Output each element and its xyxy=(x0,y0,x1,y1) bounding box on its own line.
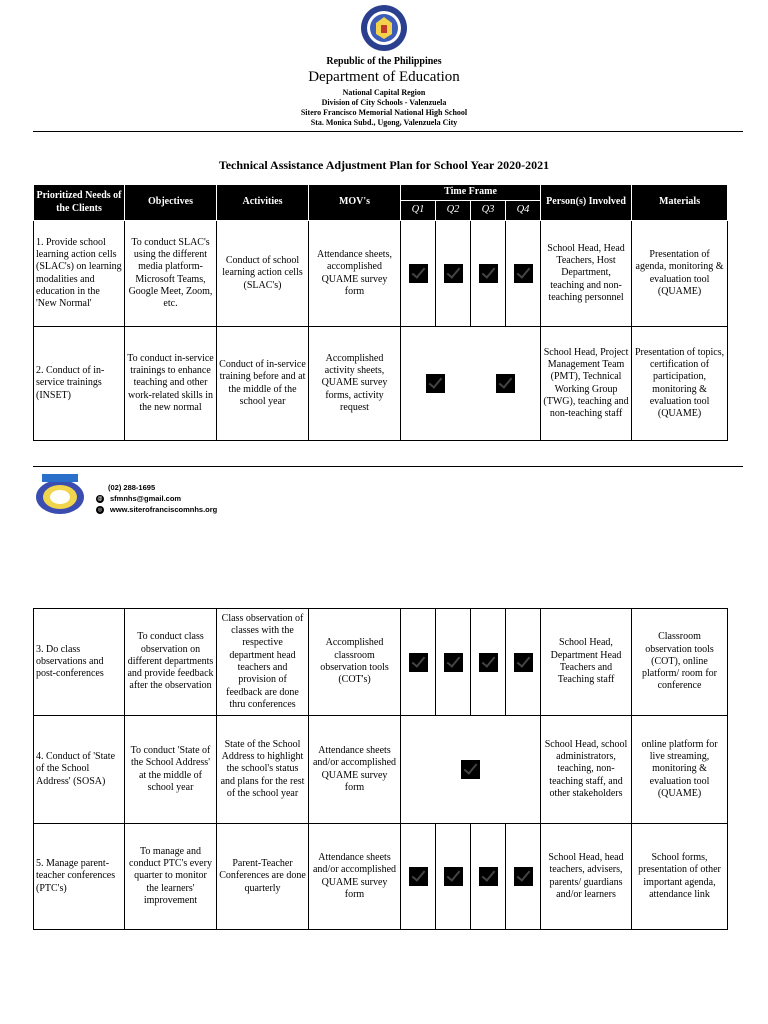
checkmark-icon xyxy=(514,867,533,886)
need-cell: 2. Conduct of in-service trainings (INSET) xyxy=(34,327,125,441)
footer-email: sfmnhs@gmail.com xyxy=(110,494,182,503)
q2-cell xyxy=(436,824,471,930)
school-line: Sitero Francisco Memorial National High School xyxy=(300,108,468,117)
header-objectives: Objectives xyxy=(125,185,217,221)
checkmark-icon xyxy=(444,264,463,283)
q4-cell xyxy=(506,221,541,327)
header-persons: Person(s) Involved xyxy=(541,185,632,221)
checkmark-icon xyxy=(514,264,533,283)
activity-cell: Parent-Teacher Conferences are done quarterly xyxy=(217,824,309,930)
activity-cell: State of the School Address to highlight the school's status and plans for the rest of the school year xyxy=(217,716,309,824)
q1-cell xyxy=(401,221,436,327)
region-line: National Capital Region xyxy=(342,88,426,97)
q2-cell xyxy=(436,221,471,327)
materials-cell: School forms, presentation of other important agenda, attendance link xyxy=(632,824,728,930)
materials-cell: online platform for live streaming, monitoring & evaluation tool (QUAME) xyxy=(632,716,728,824)
q3-q4-cell xyxy=(471,327,541,441)
mov-cell: Attendance sheets and/or accomplished QUAME survey form xyxy=(309,824,401,930)
mov-cell: Accomplished classroom observation tools (COT's) xyxy=(309,609,401,716)
q3-cell xyxy=(471,824,506,930)
q3-cell xyxy=(471,221,506,327)
persons-cell: School Head, Department Head Teachers and Teaching staff xyxy=(541,609,632,716)
table-row xyxy=(34,327,728,441)
header-materials: Materials xyxy=(632,185,728,221)
checkmark-icon xyxy=(514,653,533,672)
q1-q2-cell xyxy=(401,327,471,441)
header-activities: Activities xyxy=(217,185,309,221)
globe-icon: ◎ xyxy=(97,507,103,514)
department-name: Department of Education xyxy=(308,69,460,85)
plan-table-part-1 xyxy=(33,184,728,441)
header-divider xyxy=(33,131,743,132)
persons-cell: School Head, school administrators, teaching, non-teaching staff, and other stakeholders xyxy=(541,716,632,824)
table-row xyxy=(34,221,728,327)
document-title: Technical Assistance Adjustment Plan for School Year 2020-2021 xyxy=(218,158,550,172)
persons-cell: School Head, Project Management Team (PMT), Technical Working Group (TWG), teaching and non-teaching staff xyxy=(541,327,632,441)
objective-cell: To conduct 'State of the School Address' at the middle of school year xyxy=(125,716,217,824)
materials-cell: Presentation of agenda, monitoring & evaluation tool (QUAME) xyxy=(632,221,728,327)
materials-cell: Presentation of topics, certification of participation, monitoring & evaluation tool (QUAME) xyxy=(632,327,728,441)
footer-divider xyxy=(33,466,743,467)
q1-cell xyxy=(401,824,436,930)
email-icon: @ xyxy=(97,496,103,503)
table-row xyxy=(34,609,728,716)
table-row xyxy=(34,824,728,930)
address-line: Sta. Monica Subd., Ugong, Valenzuela City xyxy=(310,118,458,127)
objective-cell: To conduct in-service trainings to enhance teaching and other work-related skills in the new normal xyxy=(125,327,217,441)
q4-cell xyxy=(506,824,541,930)
header-movs: MOV's xyxy=(309,185,401,221)
checkmark-icon xyxy=(409,264,428,283)
header-timeframe: Time Frame xyxy=(401,185,541,201)
republic-line: Republic of the Philippines xyxy=(326,56,442,67)
school-logo xyxy=(34,470,86,516)
checkmark-icon xyxy=(479,264,498,283)
need-cell: 1. Provide school learning action cells (SLAC's) on learning modalities and education in the 'New Normal' xyxy=(34,221,125,327)
table-row xyxy=(34,716,728,824)
activity-cell: Conduct of school learning action cells (SLAC's) xyxy=(217,221,309,327)
checkmark-icon xyxy=(479,867,498,886)
checkmark-icon xyxy=(444,653,463,672)
footer-email-row xyxy=(96,494,181,503)
persons-cell: School Head, Head Teachers, Host Department, teaching and non-teaching personnel xyxy=(541,221,632,327)
checkmark-icon xyxy=(496,374,515,393)
footer-website: www.siterofranciscomnhs.org xyxy=(110,505,218,514)
header-q4: Q4 xyxy=(506,201,541,221)
mov-cell: Attendance sheets, accomplished QUAME survey form xyxy=(309,221,401,327)
header-q2: Q2 xyxy=(436,201,471,221)
activity-cell: Conduct of in-service training before and at the middle of the school year xyxy=(217,327,309,441)
plan-table-part-2 xyxy=(33,608,728,930)
footer-web-row xyxy=(96,505,217,514)
timeframe-cell xyxy=(401,716,541,824)
footer-phone: (02) 288-1695 xyxy=(108,483,156,492)
objective-cell: To conduct SLAC's using the different media platform-Microsoft Teams, Google Meet, Zoom, etc. xyxy=(125,221,217,327)
q2-cell xyxy=(436,609,471,716)
checkmark-icon xyxy=(479,653,498,672)
checkmark-icon xyxy=(409,867,428,886)
objective-cell: To manage and conduct PTC's every quarter to monitor the learners' improvement xyxy=(125,824,217,930)
q4-cell xyxy=(506,609,541,716)
q3-cell xyxy=(471,609,506,716)
need-cell: 5. Manage parent-teacher conferences (PTC's) xyxy=(34,824,125,930)
division-line: Division of City Schools - Valenzuela xyxy=(321,98,447,107)
deped-seal-logo xyxy=(360,4,408,52)
mov-cell: Attendance sheets and/or accomplished QUAME survey form xyxy=(309,716,401,824)
mov-cell: Accomplished activity sheets, QUAME survey forms, activity request xyxy=(309,327,401,441)
checkmark-icon xyxy=(444,867,463,886)
need-cell: 4. Conduct of 'State of the School Address' (SOSA) xyxy=(34,716,125,824)
checkmark-icon xyxy=(461,760,480,779)
objective-cell: To conduct class observation on different departments and provide feedback after the observation xyxy=(125,609,217,716)
q1-cell xyxy=(401,609,436,716)
header-q1: Q1 xyxy=(401,201,436,221)
persons-cell: School Head, head teachers, advisers, parents/ guardians and/or learners xyxy=(541,824,632,930)
materials-cell: Classroom observation tools (COT), online platform/ room for conference xyxy=(632,609,728,716)
header-q3: Q3 xyxy=(471,201,506,221)
checkmark-icon xyxy=(426,374,445,393)
activity-cell: Class observation of classes with the respective department head teachers and provision of feedback are done thru conferences xyxy=(217,609,309,716)
need-cell: 3. Do class observations and post-conferences xyxy=(34,609,125,716)
header-needs: Prioritized Needs of the Clients xyxy=(34,185,125,221)
checkmark-icon xyxy=(409,653,428,672)
